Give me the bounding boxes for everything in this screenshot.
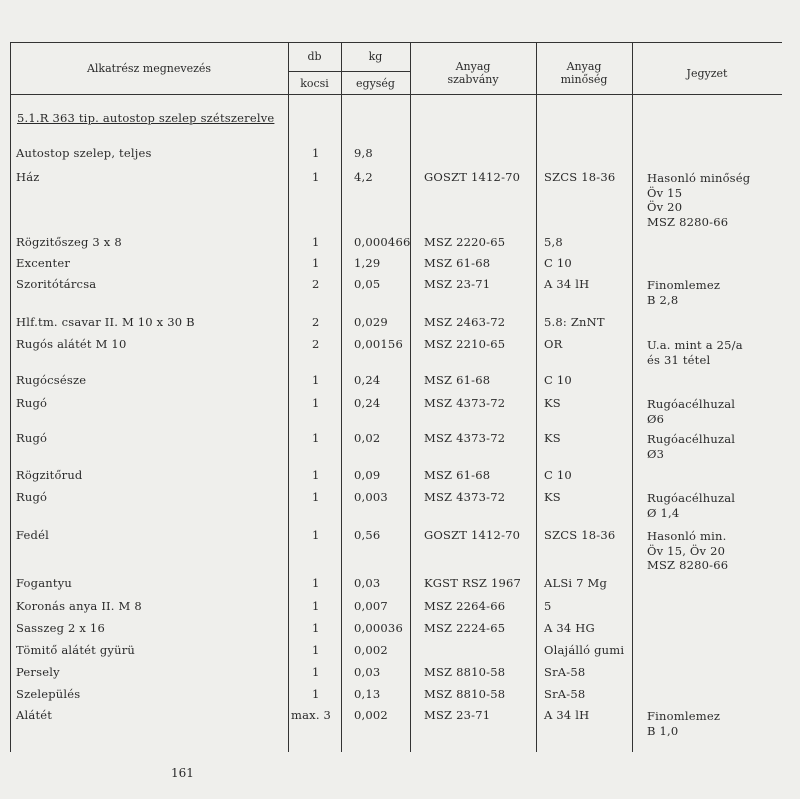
part-name: Szelepülés — [16, 687, 81, 701]
part-weight: 0,24 — [354, 396, 381, 410]
table-border-top — [10, 42, 782, 43]
part-quantity: 1 — [312, 576, 320, 590]
material-standard: MSZ 61-68 — [424, 256, 491, 270]
part-quantity: 1 — [312, 146, 320, 160]
part-weight: 9,8 — [354, 146, 373, 160]
material-standard: GOSZT 1412-70 — [424, 528, 521, 542]
part-name: Ház — [16, 170, 40, 184]
part-name: Rögzitőrud — [16, 468, 83, 482]
part-note-line: Rugóacélhuzal — [647, 491, 736, 505]
material-standard: MSZ 4373-72 — [424, 431, 506, 445]
header-mid-line — [288, 71, 410, 72]
part-note-line: Rugóacélhuzal — [647, 397, 736, 411]
header-anyag-2: Anyag — [566, 60, 602, 73]
part-name: Rugó — [16, 490, 48, 504]
part-name: Sasszeg 2 x 16 — [16, 621, 105, 635]
material-grade: KS — [544, 431, 561, 445]
part-name: Fedél — [16, 528, 50, 542]
part-weight: 0,05 — [354, 277, 381, 291]
part-weight: 0,09 — [354, 468, 381, 482]
part-quantity: 1 — [312, 235, 320, 249]
material-standard: MSZ 4373-72 — [424, 396, 506, 410]
material-standard: MSZ 2463-72 — [424, 315, 506, 329]
material-standard: MSZ 2220-65 — [424, 235, 506, 249]
part-name: Autostop szelep, teljes — [16, 146, 152, 160]
part-quantity: 2 — [312, 337, 320, 351]
part-weight: 0,00156 — [354, 337, 403, 351]
material-grade: C 10 — [544, 468, 572, 482]
part-note-line: Finomlemez — [647, 278, 721, 292]
part-note — [647, 491, 735, 520]
part-name: Rugócsésze — [16, 373, 87, 387]
part-quantity: 1 — [312, 643, 320, 657]
part-name: Rugó — [16, 431, 48, 445]
part-quantity: 1 — [312, 170, 320, 184]
part-quantity: 1 — [312, 490, 320, 504]
part-weight: 0,000466 — [354, 235, 411, 249]
part-name: Szoritótárcsa — [16, 277, 97, 291]
material-standard: KGST RSZ 1967 — [424, 576, 522, 590]
part-weight: 0,002 — [354, 643, 388, 657]
part-note — [647, 529, 728, 573]
material-standard: MSZ 23-71 — [424, 277, 491, 291]
part-weight: 0,03 — [354, 576, 381, 590]
part-weight: 0,03 — [354, 665, 381, 679]
material-grade: Olajálló gumi — [544, 643, 625, 657]
material-grade: SrA-58 — [544, 687, 586, 701]
header-anyag-1: Anyag — [455, 60, 491, 73]
part-weight: 0,13 — [354, 687, 381, 701]
material-standard: MSZ 23-71 — [424, 708, 491, 722]
material-grade: 5.8: ZnNT — [544, 315, 605, 329]
material-standard: MSZ 2224-65 — [424, 621, 506, 635]
part-note-line: B 2,8 — [647, 292, 679, 307]
part-name: Rögzitőszeg 3 x 8 — [16, 235, 122, 249]
part-name: Tömitő alátét gyürü — [16, 643, 135, 657]
part-name: Excenter — [16, 256, 71, 270]
part-weight: 0,56 — [354, 528, 381, 542]
part-quantity: 1 — [312, 468, 320, 482]
part-note — [647, 397, 735, 426]
material-standard: MSZ 61-68 — [424, 468, 491, 482]
material-standard: MSZ 8810-58 — [424, 687, 506, 701]
column-divider-szabvany — [410, 42, 411, 752]
part-note-line: MSZ 8280-66 — [647, 214, 729, 229]
header-szabvany: szabvány — [447, 73, 499, 86]
part-quantity: 1 — [312, 256, 320, 270]
material-grade: 5 — [544, 599, 552, 613]
part-quantity: 1 — [312, 687, 320, 701]
column-divider-kg — [341, 42, 342, 752]
part-note-line: Ø6 — [647, 411, 665, 426]
material-grade: 5,8 — [544, 235, 563, 249]
part-weight: 0,00036 — [354, 621, 403, 635]
part-quantity: 1 — [312, 373, 320, 387]
part-weight: 0,029 — [354, 315, 388, 329]
part-note-line: és 31 tétel — [647, 352, 711, 367]
section-title: 5.1.R 363 tip. autostop szelep szétszerelve — [17, 111, 275, 125]
part-weight: 1,29 — [354, 256, 381, 270]
column-divider-minoseg — [536, 42, 537, 752]
column-divider-db — [288, 42, 289, 752]
header-db: db — [307, 50, 322, 63]
material-standard: GOSZT 1412-70 — [424, 170, 521, 184]
part-quantity: 2 — [312, 315, 320, 329]
part-note-line: Öv 15, Öv 20 — [647, 543, 726, 558]
header-anyag-szabvany — [410, 60, 536, 86]
part-note-line: Ø 1,4 — [647, 505, 680, 520]
part-name: Alátét — [16, 708, 53, 722]
material-grade: A 34 lH — [544, 277, 590, 291]
part-quantity: max. 3 — [291, 708, 332, 722]
part-quantity: 1 — [312, 528, 320, 542]
column-divider-jegyzet — [632, 42, 633, 752]
part-note-line: Hasonló minőség — [647, 171, 751, 185]
part-note-line: B 1,0 — [647, 723, 679, 738]
part-weight: 0,002 — [354, 708, 388, 722]
part-note — [647, 432, 735, 461]
material-standard: MSZ 8810-58 — [424, 665, 506, 679]
material-standard: MSZ 61-68 — [424, 373, 491, 387]
material-standard: MSZ 2264-66 — [424, 599, 506, 613]
header-minoseg: minőség — [560, 73, 608, 86]
part-note-line: MSZ 8280-66 — [647, 558, 729, 572]
part-note — [647, 709, 720, 738]
part-note-line: Ø3 — [647, 446, 665, 461]
part-name: Rugós alátét M 10 — [16, 337, 127, 351]
material-grade: KS — [544, 490, 561, 504]
part-quantity: 1 — [312, 621, 320, 635]
table-border-left — [10, 42, 11, 752]
part-name: Persely — [16, 665, 60, 679]
part-name: Rugó — [16, 396, 48, 410]
material-grade: ALSi 7 Mg — [544, 576, 608, 590]
header-kocsi: kocsi — [300, 77, 329, 90]
header-anyag-minoseg — [536, 60, 632, 86]
part-note-line: Hasonló min. — [647, 529, 727, 543]
part-note-line: Öv 15 — [647, 185, 683, 200]
part-weight: 0,24 — [354, 373, 381, 387]
material-standard: MSZ 2210-65 — [424, 337, 506, 351]
part-quantity: 1 — [312, 665, 320, 679]
material-grade: SZCS 18-36 — [544, 528, 616, 542]
material-grade: C 10 — [544, 373, 572, 387]
part-quantity: 1 — [312, 599, 320, 613]
part-note — [647, 338, 743, 367]
material-grade: KS — [544, 396, 561, 410]
material-grade: OR — [544, 337, 563, 351]
header-jegyzet: Jegyzet — [686, 67, 728, 80]
part-name: Fogantyu — [16, 576, 73, 590]
material-grade: A 34 HG — [544, 621, 595, 635]
part-weight: 0,02 — [354, 431, 381, 445]
part-note — [647, 278, 720, 307]
header-name-column: Alkatrész megnevezés — [86, 62, 212, 75]
part-note-line: Finomlemez — [647, 709, 721, 723]
header-egyseg: egység — [356, 77, 395, 90]
header-bottom-line — [10, 94, 782, 95]
part-name: Hlf.tm. csavar II. M 10 x 30 B — [16, 315, 195, 329]
material-grade: A 34 lH — [544, 708, 590, 722]
part-weight: 4,2 — [354, 170, 373, 184]
header-kg: kg — [368, 50, 383, 63]
part-weight: 0,003 — [354, 490, 388, 504]
part-note — [647, 171, 750, 229]
material-grade: SZCS 18-36 — [544, 170, 616, 184]
part-quantity: 2 — [312, 277, 320, 291]
part-quantity: 1 — [312, 396, 320, 410]
material-grade: C 10 — [544, 256, 572, 270]
part-name: Koronás anya II. M 8 — [16, 599, 142, 613]
part-weight: 0,007 — [354, 599, 388, 613]
material-standard: MSZ 4373-72 — [424, 490, 506, 504]
part-note-line: Rugóacélhuzal — [647, 432, 736, 446]
part-note-line: U.a. mint a 25/a — [647, 338, 743, 352]
page-number: 161 — [171, 766, 194, 780]
material-grade: SrA-58 — [544, 665, 586, 679]
part-note-line: Öv 20 — [647, 200, 683, 214]
part-quantity: 1 — [312, 431, 320, 445]
